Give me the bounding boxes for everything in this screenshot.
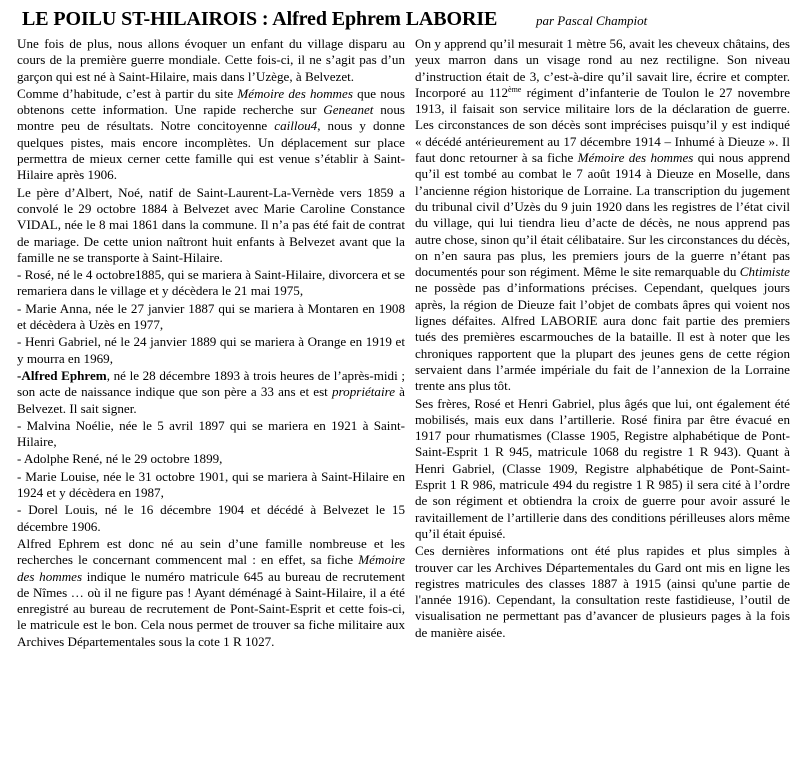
- text-run: ne possède pas d’informations précises. Cependant, quelques jours après, la région de Dieuze fait l’objet de combats âpres qui voient nos lignes défaites. Alfred LABORIE aura donc fait partie des premiers tués des premières escarmouches de la bataille. Il est à noter que les chroniques rapportent que la plupart des jeunes gens de cette région servaient dans l’armée impériale du fait de l’annexion de la Lorraine trente ans plus tôt.: [415, 280, 790, 394]
- paragraph-sources: [17, 86, 405, 184]
- right-column: [415, 36, 790, 642]
- child-entry: - Rosé, né le 4 octobre1885, qui se mariera à Saint-Hilaire, divorcera et se remariera dans le village et y décèdera le 21 mai 1975,: [17, 267, 405, 299]
- child-entry: - Malvina Noélie, née le 5 avril 1897 qui se mariera en 1921 à Saint-Hilaire,: [17, 417, 405, 450]
- text-run: régiment d’infanterie de Toulon le 27 novembre 1913, il faisait son service militaire lors de la déclaration de guerre. Les circonstances de son décès sont imprécises puisqu’il y est indiqué « décédé antérieurement au 17 décembre 1914 – Inhumé à Dieuze ». Il faut donc retourner à sa fiche: [415, 84, 791, 166]
- subject-name: -Alfred Ephrem: [17, 367, 107, 383]
- child-entry: - Adolphe René, né le 29 octobre 1899,: [17, 451, 223, 467]
- child-entry: - Dorel Louis, né le 16 décembre 1904 et décédé à Belvezet le 15 décembre 1906.: [17, 502, 405, 534]
- paragraph-military-record: [415, 36, 790, 395]
- site-name: Mémoire des hommes: [17, 552, 405, 584]
- user-name: caillou4: [274, 118, 318, 134]
- paragraph-intro: Une fois de plus, nous allons évoquer un enfant du village disparu au cours de la première guerre mondiale. Cette fois-ci, il ne s’agit pas d’un garçon qui est né à Saint-Hilaire, mais dans l’Uzège, à Belvezet.: [17, 36, 405, 84]
- child-entry-alfred: [17, 368, 405, 417]
- article-byline: par Pascal Champiot: [536, 13, 648, 28]
- text-run: que nous obtenons cette information. Une rapide recherche sur: [17, 85, 405, 118]
- text-run: Comme d’habitude, c’est à partir du site: [17, 85, 238, 101]
- child-entry: - Marie Anna, née le 27 janvier 1887 qui se mariera à Montaren en 1908 et décèdera à Uzès en 1977,: [17, 300, 405, 333]
- left-column: [17, 36, 405, 651]
- text-run: , né le 28 décembre 1893 à trois heures de l’après-midi ; son acte de naissance indique que son père a 33 ans et est: [17, 367, 405, 400]
- text-run: nous montre peu de résultats. Notre concitoyenne: [17, 102, 405, 134]
- site-name: Geneanet: [323, 102, 374, 118]
- child-entry: - Henri Gabriel, né le 24 janvier 1889 qui se mariera à Orange en 1919 et y mourra en 1969,: [17, 334, 405, 366]
- paragraph-recruitment: [17, 536, 405, 650]
- paragraph-archives: Ces dernières informations ont été plus rapides et plus simples à trouver car les Archives Départementales du Gard ont mis en ligne les registres matricules des classes 1887 à 1915 (ainsi qu'une partie de l'année 1916). Cependant, la consultation reste fastidieuse, l’outil de visualisation ne permettant pas d’avancer de plusieurs pages à la fois de manière aisée.: [415, 543, 790, 640]
- occupation: propriétaire: [331, 384, 396, 400]
- paragraph-family: Le père d’Albert, Noé, natif de Saint-Laurent-La-Vernède vers 1859 a convolé le 29 octobre 1884 à Belvezet avec Marie Caroline Constance VIDAL, née le 8 mai 1861 dans la commune. Il n’a pas été fait de contrat de mariage. De cette union naîtront huit enfants à Belvezet avant que la famille ne se transporte à Saint-Hilaire.: [17, 184, 405, 265]
- text-run: qui nous apprend qu’il est tombé au combat le 7 août 1914 à Dieuze en Moselle, dans l’ancienne région historique de Lorraine. La transcription du jugement du tribunal civil d’Uzès du 9 juin 1920 dans les registres de l’état civil du village, qui lui tiendra lieu d’acte de décès, ne nous apprend pas autre chose, sinon qu’il était célibataire. Sur les circonstances du décès, on n’en saura pas plus, les premiers jours de la guerre n’étant pas documentés pour son régiment. Même le site remarquable du: [415, 150, 790, 280]
- paragraph-brothers: Ses frères, Rosé et Henri Gabriel, plus âgés que lui, ont également été mobilisés, mais eux dans l’artillerie. Rosé finira par être évacué en 1917 pour rhumatismes (Classe 1905, Registre alphabétique de Pont-Saint-Esprit 1 R 945, matricule 1068 du registre 1 R 943). Quant à Henri Gabriel, (Classe 1909, Registre alphabétique de Pont-Saint-Esprit 1 R 986, matricule 494 du registre 1 R 985) il sera cité à l’ordre de son régiment et obtiendra la croix de guerre pour avoir assuré le ravitaillement de l’artillerie dans des conditions périlleuses alors même qu’il était épuisé.: [415, 395, 790, 541]
- text-run: Alfred Ephrem est donc né au sein d’une famille nombreuse et les recherches le concernant commencent mal : en effet, sa fiche: [17, 535, 405, 568]
- article-title: LE POILU ST-HILAIROIS : Alfred Ephrem LABORIE: [22, 8, 498, 30]
- site-name: Mémoire des hommes: [577, 150, 694, 166]
- article-header: [22, 8, 792, 34]
- text-run: à Belvezet. Il sait signer.: [17, 384, 405, 416]
- site-name: Mémoire des hommes: [237, 85, 353, 101]
- child-entry: - Marie Louise, née le 31 octobre 1901, qui se mariera à Saint-Hilaire en 1924 et y décèdera en 1987,: [17, 468, 405, 501]
- text-run: indique le numéro matricule 645 au bureau de recrutement de Nîmes … où il ne figure pas ! Ayant déménagé à Saint-Hilaire, il a été enregistré au bureau de recrutement de Pont-Saint-Esprit et cette fois-ci, le matricule est le bon. Cela nous permet de trouver sa fiche militaire aux Archives Départementales sous la cote 1 R 1027.: [17, 568, 405, 649]
- text-run: , nous y donne quelques pistes, mais encore incomplètes. Un déplacement sur place permettra de mieux cerner cette famille qui est venue s’établir à Saint-Hilaire après 1906.: [17, 118, 405, 183]
- text-run: On y apprend qu’il mesurait 1 mètre 56, avait les cheveux châtains, des yeux marron dans un visage rond au nez rectiligne. Son niveau d’instruction était de 3, c’est-à-dire qu’il savait lire, écrire et compter. Incorporé au 112: [415, 36, 790, 100]
- ordinal-suffix: ème: [508, 84, 522, 94]
- site-name: Chtimiste: [739, 264, 790, 280]
